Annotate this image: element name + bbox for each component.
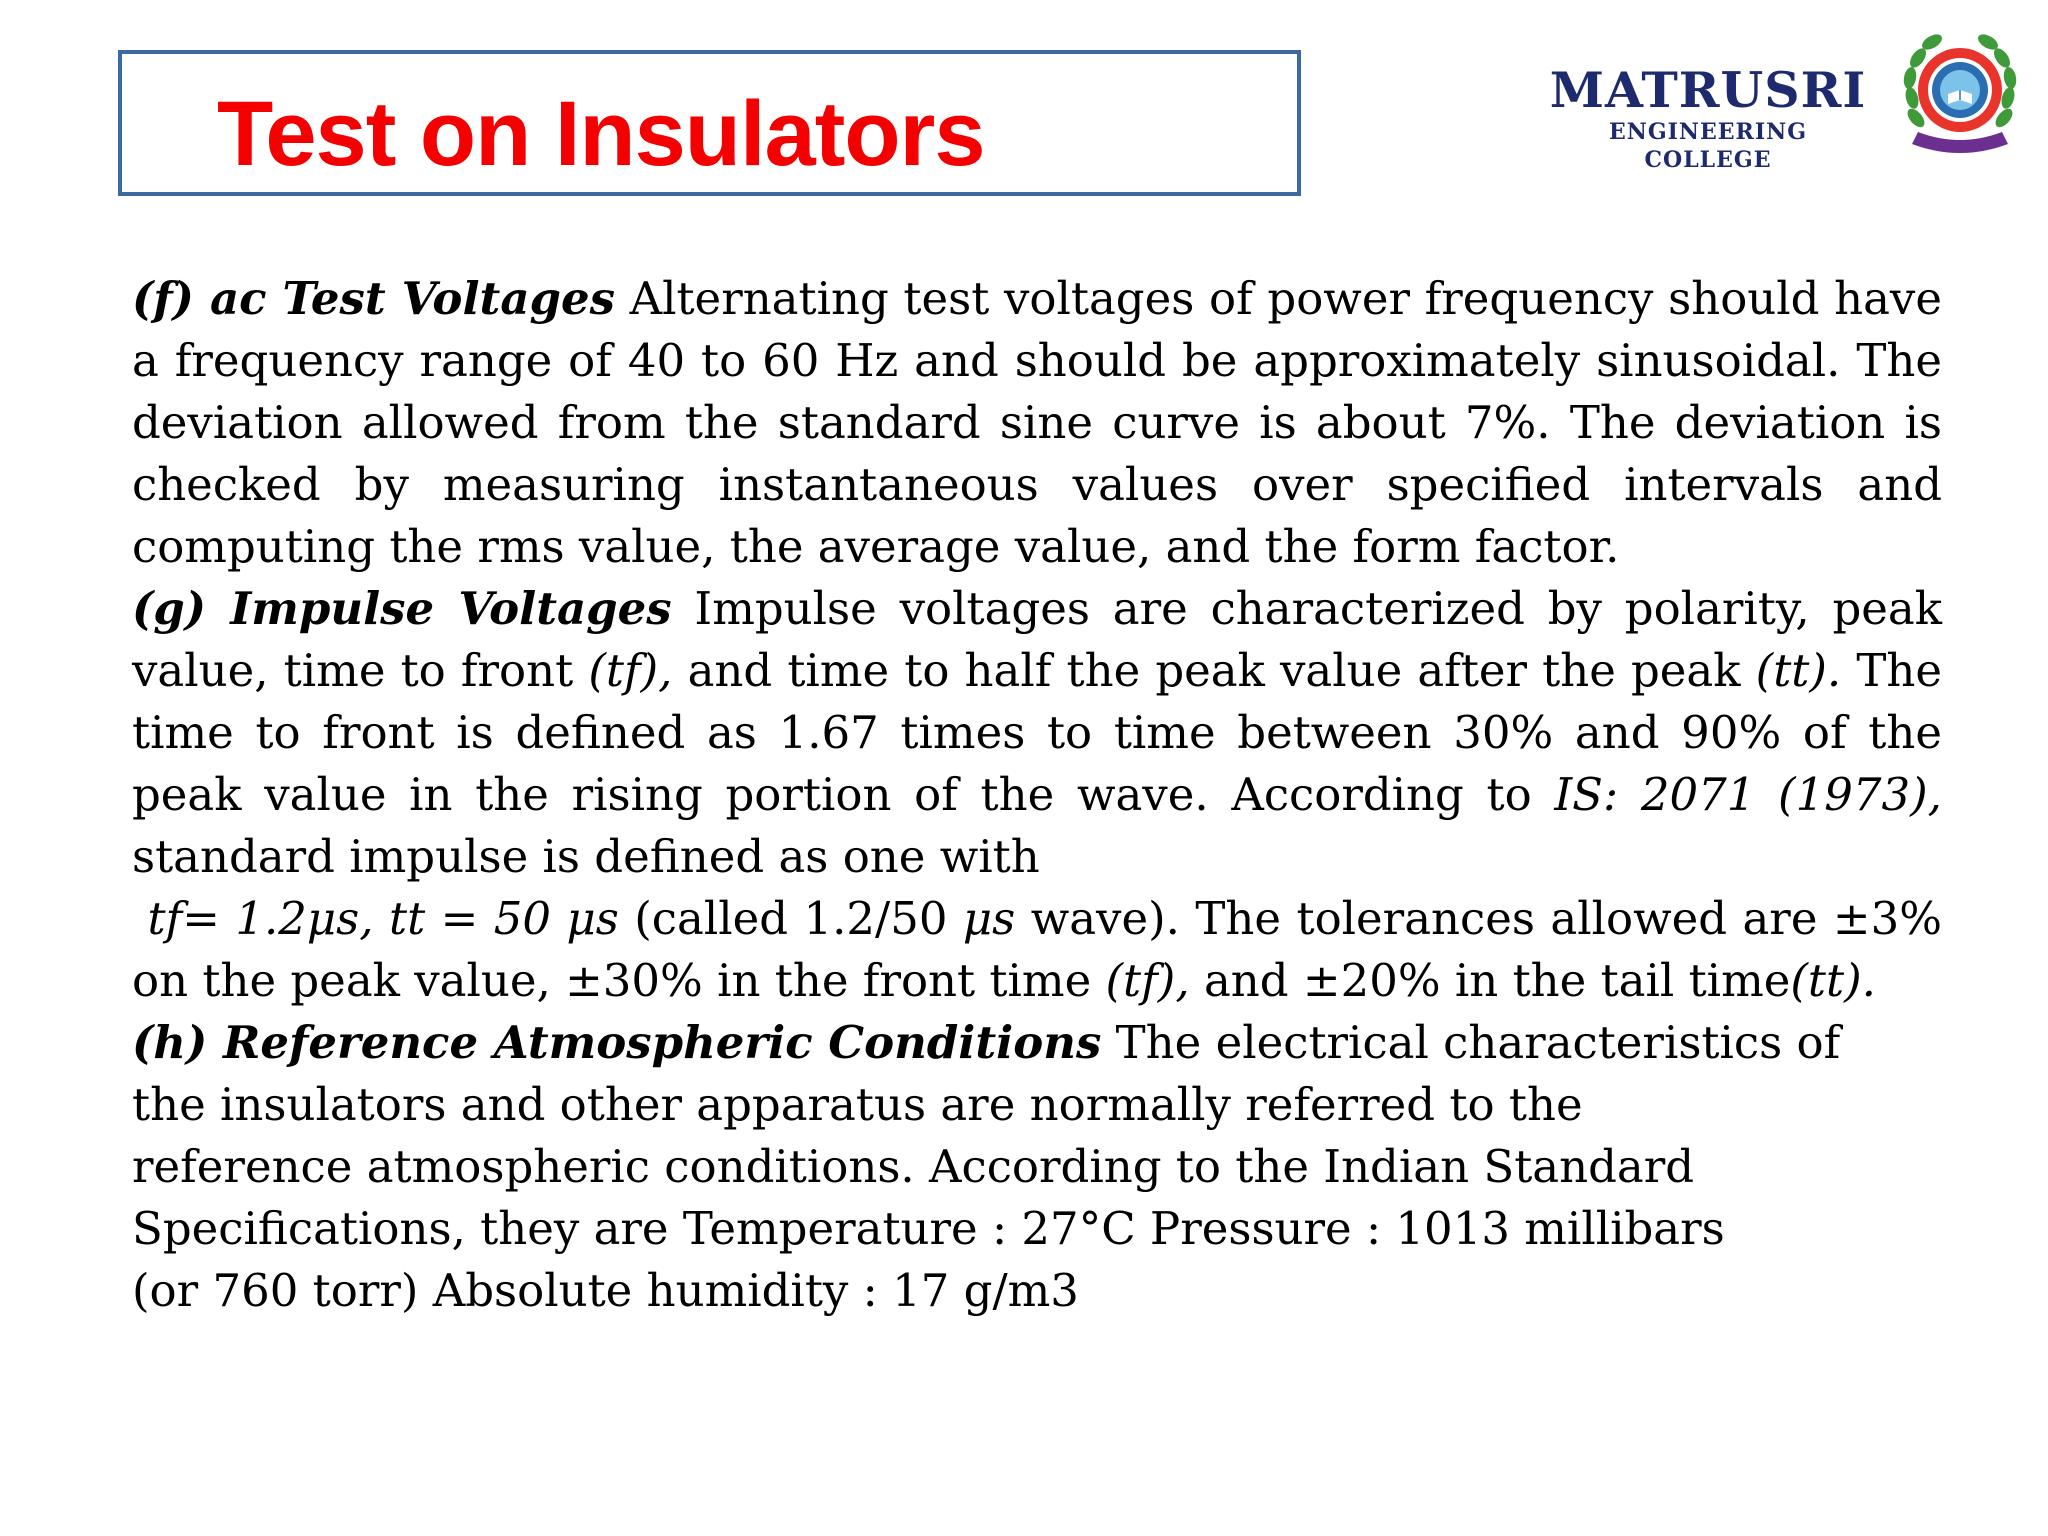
college-brand [1548, 62, 1868, 174]
section-f-heading: (f) ac Test Voltages [132, 272, 615, 325]
slide-title: Test on Insulators [217, 83, 985, 185]
section-h-line-4: Specifications, they are Temperature : 27°C Pressure : 1013 millibars [132, 1202, 1725, 1255]
section-g-text-1: Impulse voltages are characterized by polarity, peak value, time to front [132, 582, 1942, 697]
section-g-text-3: The time to front is defined as 1.67 times to time between 30% and 90% of the peak value in the rising portion of the wave. According to [132, 644, 1942, 821]
brand-name: MATRUSRI [1549, 61, 1867, 119]
title-box [118, 50, 1301, 196]
section-g-text-7: and ±20% in the tail time [1189, 954, 1791, 1007]
section-g [132, 578, 1942, 1012]
section-g-text-2: and time to half the peak value after the peak [672, 644, 1756, 697]
section-g-tf-1: (tf), [588, 644, 673, 697]
section-f [132, 268, 1942, 578]
section-g-tt-2: (tt). [1790, 954, 1876, 1007]
section-h [132, 1012, 1942, 1322]
brand-subtitle: ENGINEERING COLLEGE [1608, 119, 1808, 173]
section-h-line-5: (or 760 torr) Absolute humidity : 17 g/m3 [132, 1264, 1079, 1317]
section-h-line-1: The electrical characteristics of [1101, 1016, 1841, 1069]
section-h-line-2: the insulators and other apparatus are normally referred to the [132, 1078, 1583, 1131]
section-g-text-5: (called 1.2/50 [618, 892, 963, 945]
section-g-tf-2: (tf), [1105, 954, 1190, 1007]
section-g-text-4: standard impulse is defined as one with [132, 830, 1040, 883]
section-g-tt-1: (tt). [1755, 644, 1842, 697]
college-emblem-icon [1898, 28, 2022, 162]
section-f-text: Alternating test voltages of power frequency should have a frequency range of 40 to 60 Hz and should be approximately sinusoidal. The deviation allowed from the standard sine curve is about 7%. The deviation is checked by measuring instantaneous values over specified intervals and computing the rms value, the average value, and the form factor. [132, 272, 1942, 573]
section-g-mus: μs [962, 892, 1016, 945]
section-h-line-3: reference atmospheric conditions. According to the Indian Standard [132, 1140, 1695, 1193]
section-g-standard: IS: 2071 (1973), [1554, 768, 1942, 821]
section-g-heading: (g) Impulse Voltages [132, 582, 672, 635]
slide-body [132, 268, 1942, 1322]
section-g-text-6: wave). The tolerances allowed are ±3% on the peak value, ±30% in the front time [132, 892, 1942, 1007]
section-g-formula: tf= 1.2μs, tt = 50 μs [147, 892, 619, 945]
section-h-heading: (h) Reference Atmospheric Conditions [132, 1016, 1102, 1069]
